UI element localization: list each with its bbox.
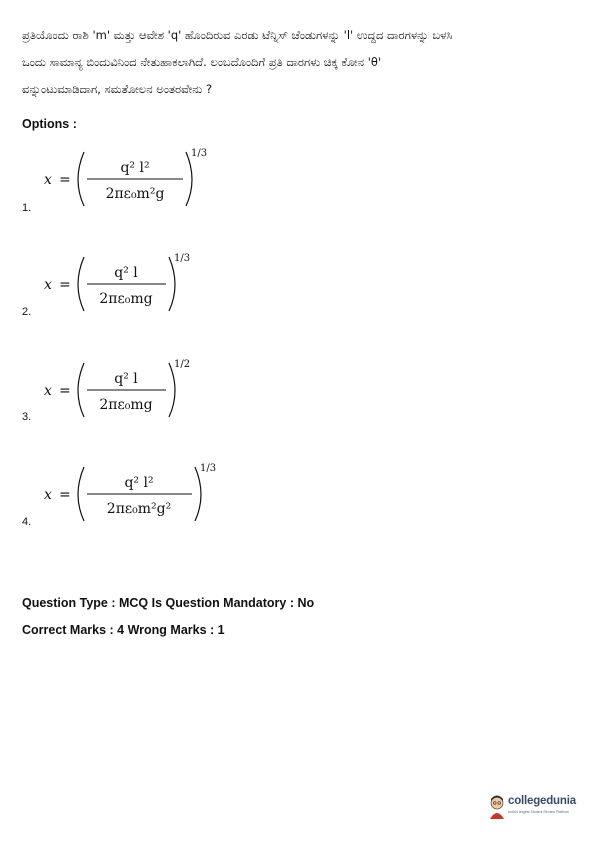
option-1-numerator: q² l² xyxy=(120,160,150,176)
option-4-number: 4. xyxy=(22,516,32,528)
option-4-numerator: q² l² xyxy=(124,475,154,491)
marks-line: Correct Marks : 4 Wrong Marks : 1 xyxy=(22,623,225,637)
option-2-numerator: q² l xyxy=(114,265,138,281)
svg-text:x: x xyxy=(44,172,52,188)
collegedunia-logo xyxy=(486,792,586,822)
logo-name: collegedunia xyxy=(508,795,576,807)
option-2-number: 2. xyxy=(22,306,32,318)
option-2-exponent: 1/3 xyxy=(174,253,191,264)
options-label: Options : xyxy=(22,117,77,131)
svg-text:=: = xyxy=(59,277,71,293)
svg-text:=: = xyxy=(59,172,71,188)
option-1-formula[interactable] xyxy=(40,140,210,219)
logo-tagline: India's largest Student Review Platform xyxy=(508,810,569,814)
student-mascot-icon xyxy=(486,794,508,820)
option-4-denominator: 2πε₀m²g² xyxy=(106,501,172,517)
svg-text:x: x xyxy=(44,277,52,293)
question-type-line: Question Type : MCQ Is Question Mandatory : No xyxy=(22,596,315,610)
option-3-exponent: 1/2 xyxy=(174,359,191,370)
option-3-number: 3. xyxy=(22,411,32,423)
option-1-denominator: 2πε₀m²g xyxy=(105,186,165,202)
option-1-exponent: 1/3 xyxy=(191,148,208,159)
option-2-denominator: 2πε₀mg xyxy=(99,291,153,307)
svg-text:=: = xyxy=(59,487,71,503)
option-1-number: 1. xyxy=(22,202,32,214)
option-3-denominator: 2πε₀mg xyxy=(99,397,153,413)
option-3-numerator: q² l xyxy=(114,371,138,387)
option-2-formula[interactable] xyxy=(40,245,210,324)
svg-text:x: x xyxy=(44,487,52,503)
question-text: ಪ್ರತಿಯೊಂದು ರಾಶಿ 'm' ಮತ್ತು ಆವೇಶ 'q' ಹೊಂದಿರುವ ಎರಡು ಟೆನ್ನಿಸ್ ಚೆಂಡುಗಳನ್ನು 'l' ಉದ್ದದ ದಾರಗಳನ್ನು ಬಳಸಿ ಒಂದು ಸಾಮಾನ್ಯ ಬಿಂದುವಿನಿಂದ ನೇತುಹಾಕಲಾಗಿದೆ. ಲಂಬದೊಂದಿಗೆ ಪ್ರತಿ ದಾರಗಳು ಚಿಕ್ಕ ಕೋನ 'θ' ವನ್ನುಂಟುಮಾಡಿದಾಗ, ಸಮತೋಲನ ಅಂತರವೇನು ? xyxy=(22,28,453,96)
svg-text:=: = xyxy=(59,383,71,399)
option-4-exponent: 1/3 xyxy=(200,463,217,474)
option-3-formula[interactable] xyxy=(40,351,210,430)
svg-text:x: x xyxy=(44,383,52,399)
option-4-formula[interactable] xyxy=(40,455,220,534)
